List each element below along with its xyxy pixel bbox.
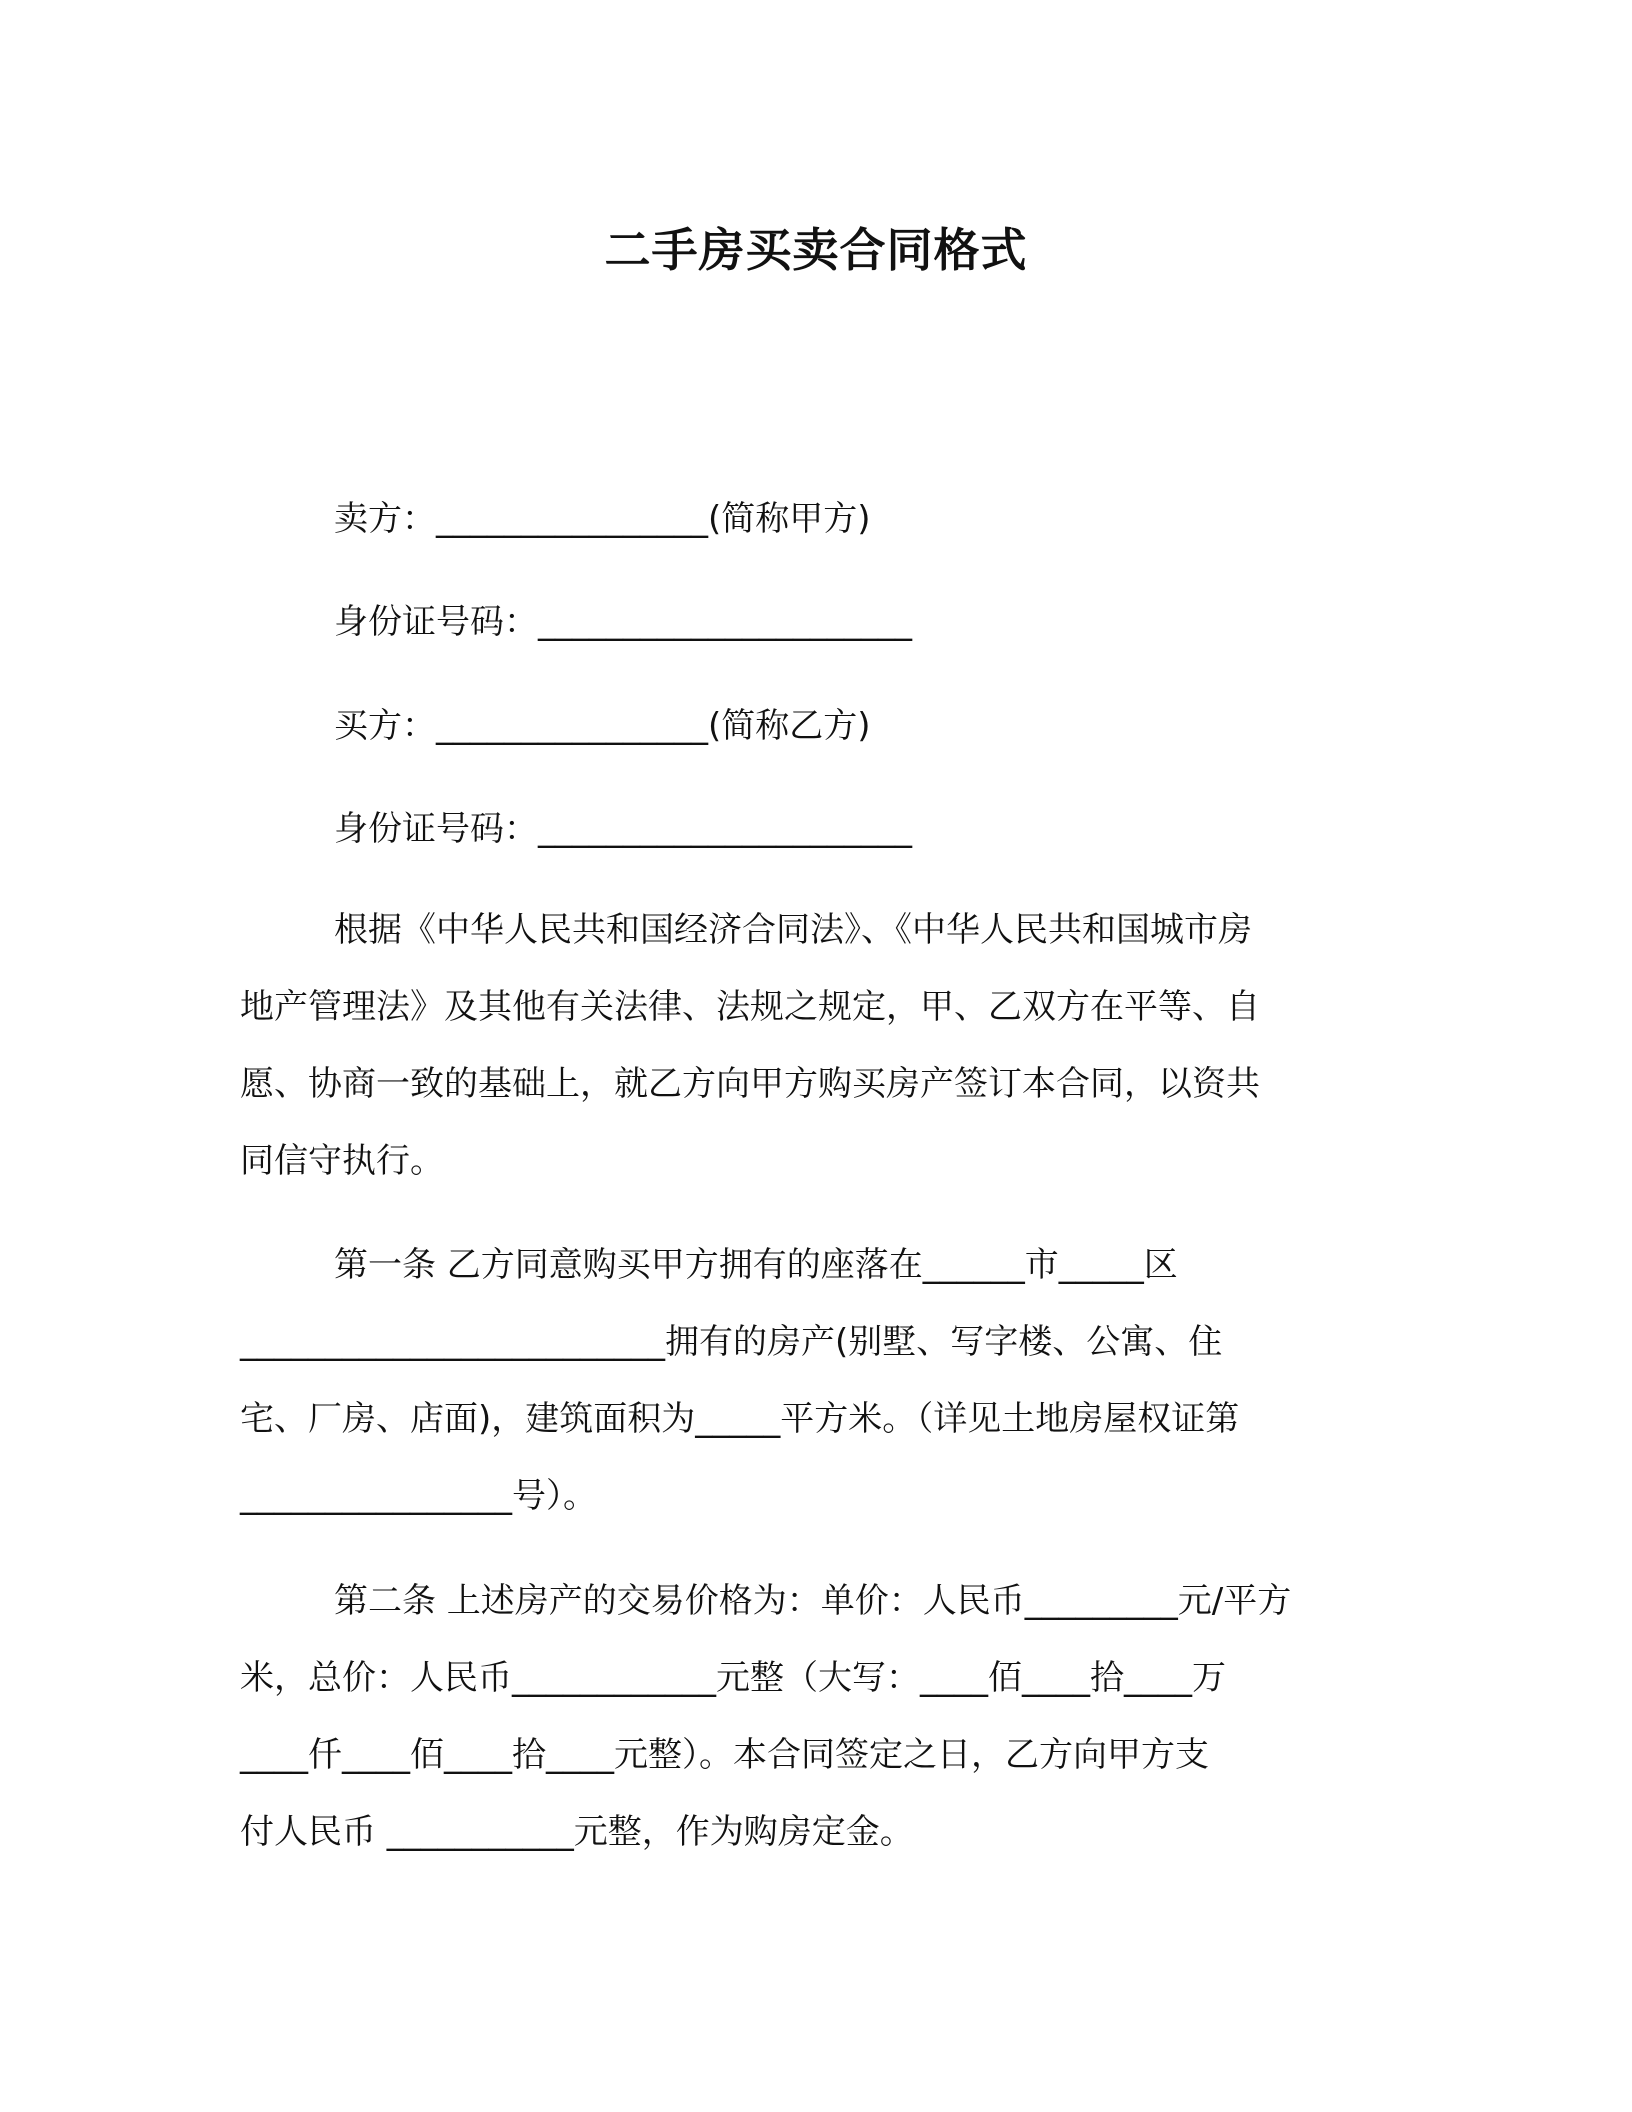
buyer-id-field: 身份证号码：______________________ <box>334 809 912 849</box>
article-1-paragraph <box>240 1227 1380 1535</box>
paragraph-line: 根据《中华人民共和国经济合同法》、《中华人民共和国城市房 <box>334 910 1252 950</box>
paragraph-line: ________________号）。 <box>240 1476 597 1516</box>
document-title: 二手房买卖合同格式 <box>604 223 1028 277</box>
paragraph-line: 第二条 上述房产的交易价格为：单价：人民币_________元/平方 <box>334 1581 1292 1621</box>
paragraph-line: 付人民币 ___________元整，作为购房定金。 <box>240 1812 914 1852</box>
paragraph-line: 愿、协商一致的基础上，就乙方向甲方购买房产签订本合同，以资共 <box>240 1064 1260 1104</box>
seller-field: 卖方：________________(简称甲方) <box>334 499 871 539</box>
seller-id-field: 身份证号码：______________________ <box>334 602 912 642</box>
paragraph-line: _________________________拥有的房产(别墅、写字楼、公寓、住 <box>240 1322 1223 1362</box>
preamble-paragraph <box>240 892 1380 1200</box>
paragraph-line: 米，总价：人民币____________元整（大写：____佰____拾____万 <box>240 1658 1226 1698</box>
paragraph-line: 宅、厂房、店面)，建筑面积为_____平方米。（详见土地房屋权证第 <box>240 1399 1240 1439</box>
article-2-paragraph <box>240 1563 1380 1871</box>
paragraph-line: 地产管理法》及其他有关法律、法规之规定，甲、乙双方在平等、自 <box>240 987 1260 1027</box>
paragraph-line: ____仟____佰____拾____元整）。本合同签定之日，乙方向甲方支 <box>240 1735 1209 1775</box>
paragraph-line: 第一条 乙方同意购买甲方拥有的座落在______市_____区 <box>334 1245 1178 1285</box>
buyer-field: 买方：________________(简称乙方) <box>334 706 871 746</box>
paragraph-line: 同信守执行。 <box>240 1141 444 1181</box>
